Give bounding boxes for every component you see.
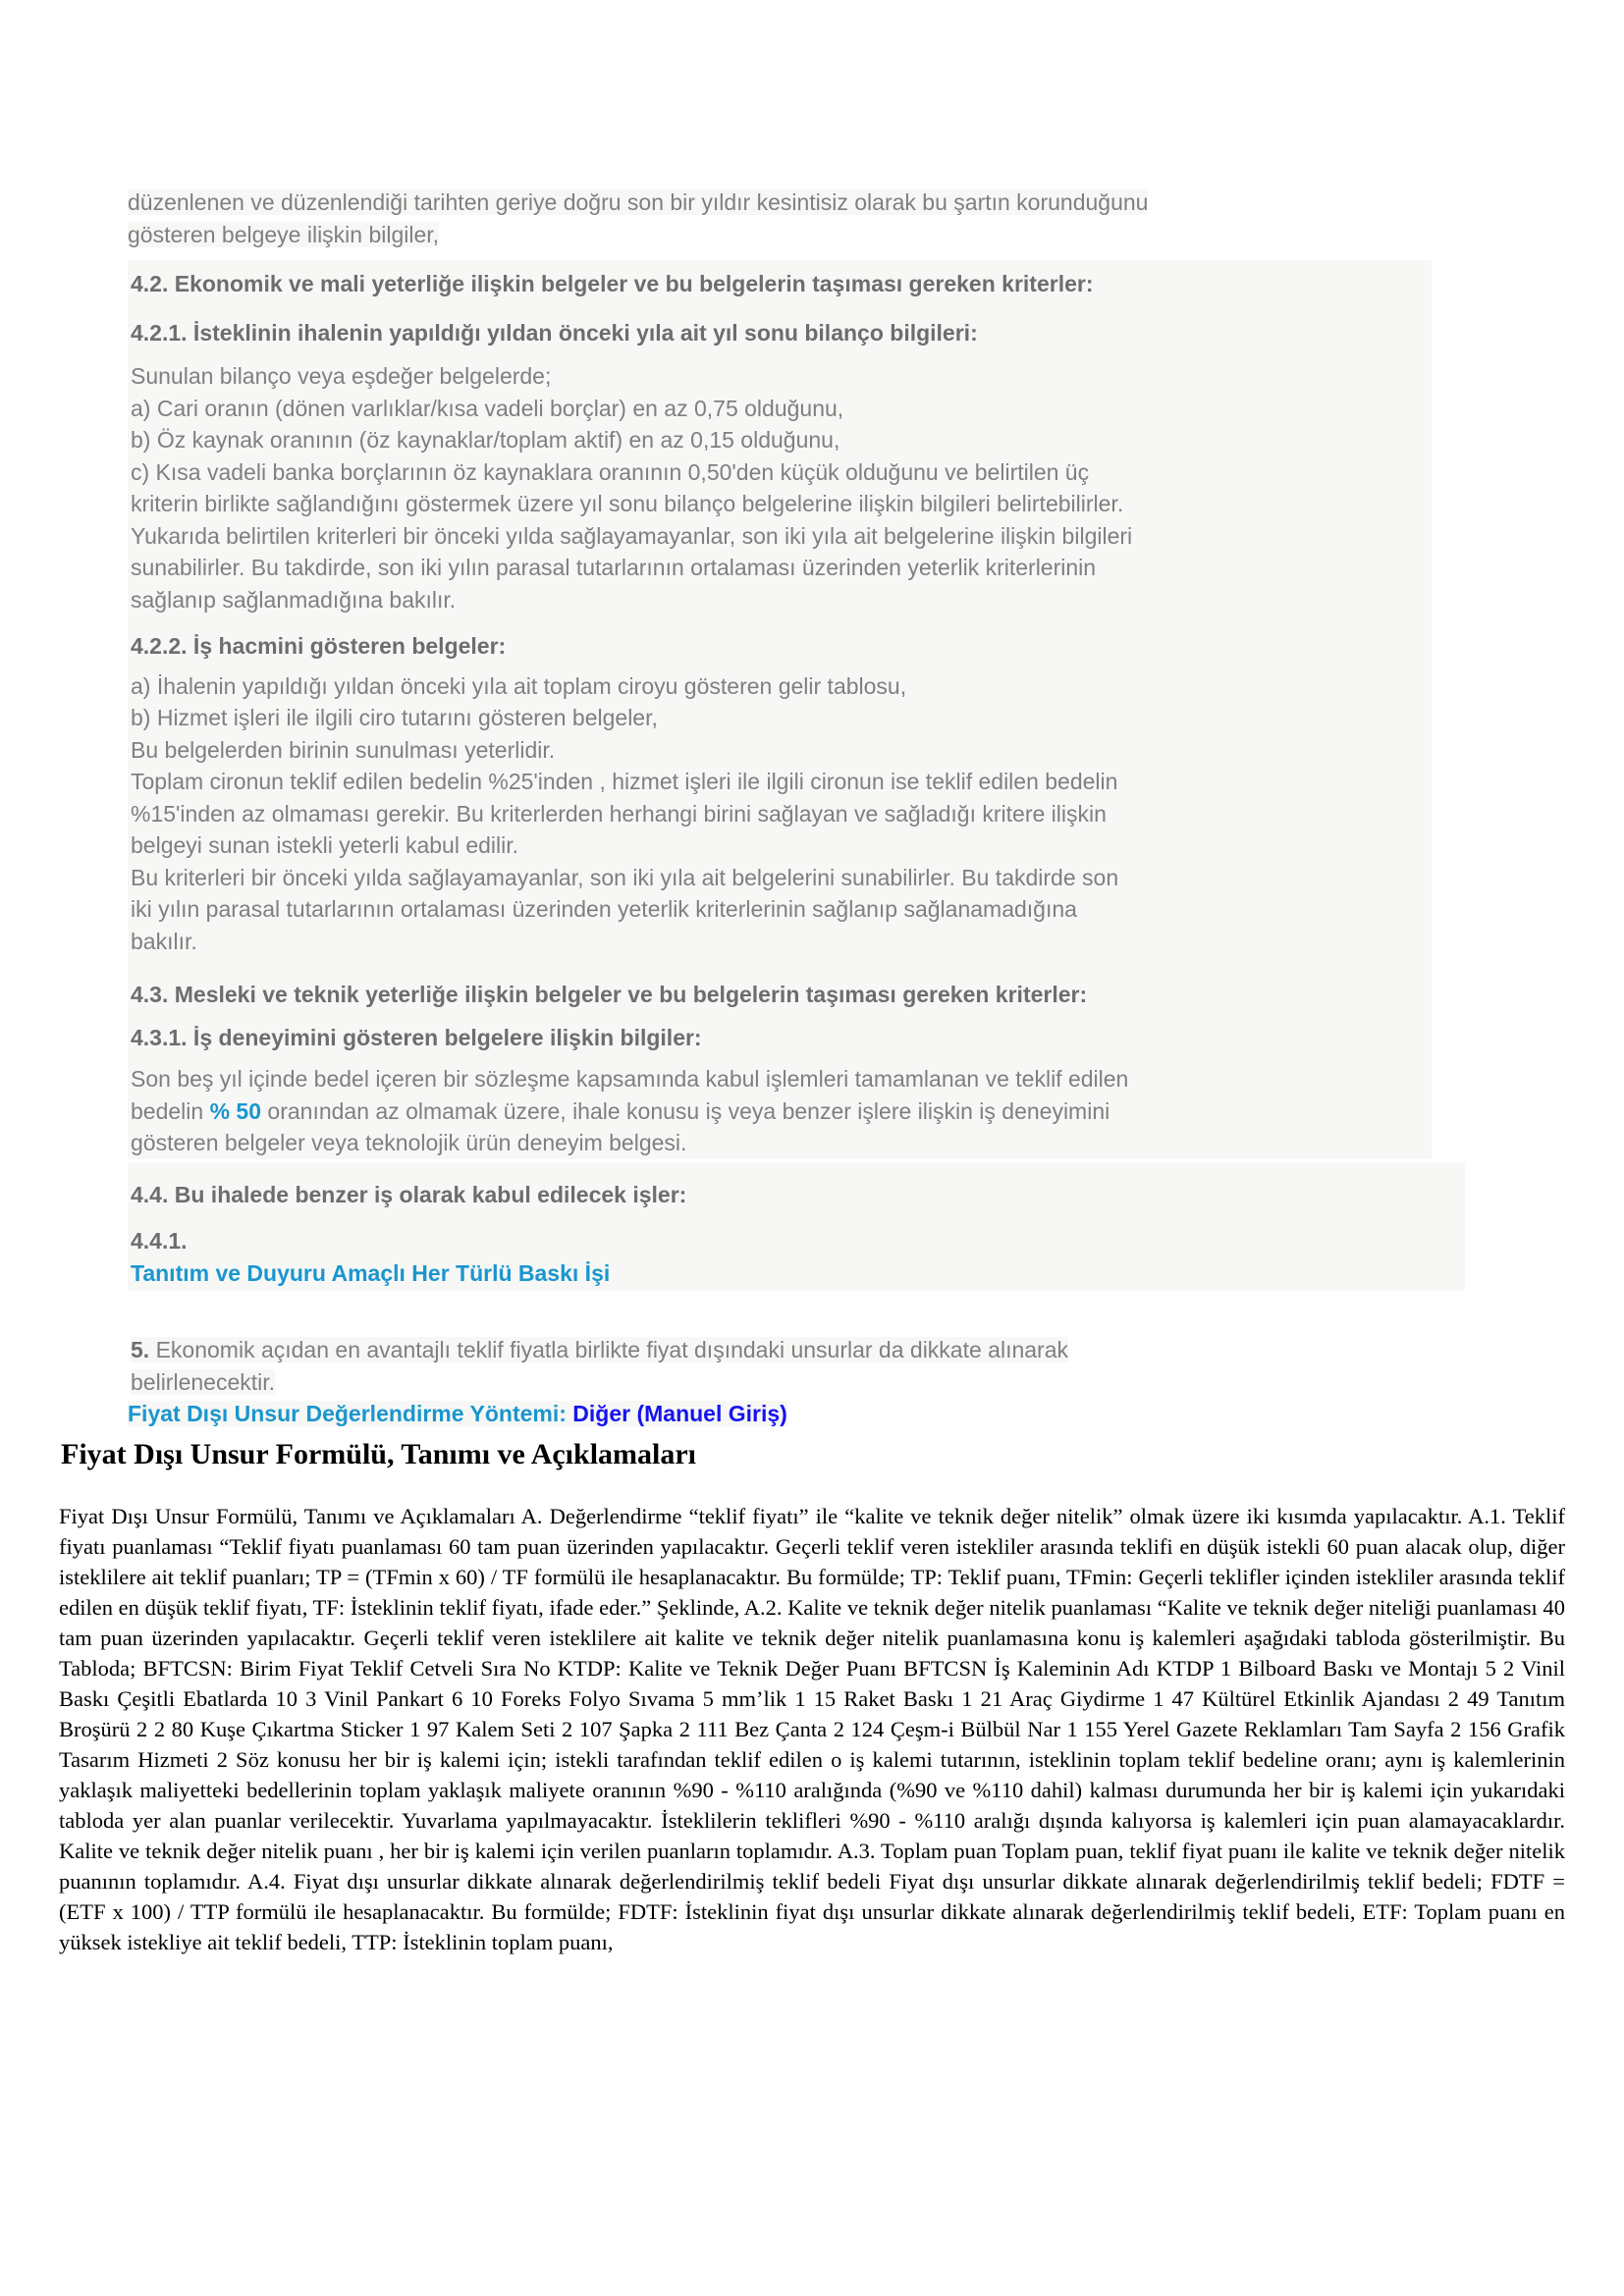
intro-paragraph	[128, 187, 1432, 250]
formula-body-paragraph: Fiyat Dışı Unsur Formülü, Tanımı ve Açıklamaları A. Değerlendirme “teklif fiyatı” ile “kalite ve teknik değer nitelik” olmak üzere iki kısımda yapılacaktır. A.1. Teklif fiyatı puanlaması “Teklif fiyatı puanlaması 60 tam puan üzerinden yapılacaktır. Geçerli teklif veren istekliler arasında teklifi en düşük istekli 60 puan alacak olup, diğer isteklilere ait teklif puanları; TP = (TFmin x 60) / TF formülü ile hesaplanacaktır. Bu formülde; TP: Teklif puanı, TFmin: Geçerli teklifler içinden istekliler arasında teklif edilen en düşük teklif fiyatı, TF: İsteklinin teklif fiyatı, ifade eder.” Şeklinde, A.2. Kalite ve teknik değer nitelik puanlaması “Kalite ve teknik değer niteliği puanlaması 40 tam puan üzerinden yapılacaktır. Geçerli teklif veren isteklilere ait kalite ve teknik değer nitelik puanlamasına konu iş kalemleri aşağıdaki tabloda gösterilmiştir. Bu Tabloda; BFTCSN: Birim Fiyat Teklif Cetveli Sıra No KTDP: Kalite ve Teknik Değer Puanı BFTCSN İş Kaleminin Adı KTDP 1 Bilboard Baskı ve Montajı 5 2 Vinil Baskı Çeşitli Ebatlarda 10 3 Vinil Pankart 6 10 Foreks Folyo Sıvama 5 mm’lik 1 15 Raket Baskı 1 21 Araç Giydirme 1 47 Kültürel Etkinlik Ajandası 2 49 Tanıtım Broşürü 2 2 80 Kuşe Çıkartma Sticker 1 97 Kalem Seti 2 107 Şapka 2 111 Bez Çanta 2 124 Çeşm-i Bülbül Nar 1 155 Yerel Gazete Reklamları Tam Sayfa 2 156 Grafik Tasarım Hizmeti 2 Söz konusu her bir iş kalemi için; istekli tarafından teklif edilen o iş kalemi tutarının, isteklinin toplam teklif bedeline oranı; aynı iş kalemlerinin yaklaşık maliyetteki bedellerinin toplam yaklaşık maliyete oranının %90 - %110 aralığında (%90 ve %110 dahil) kalması durumunda her bir iş kalemi için yukarıdaki tabloda yer alan puanlar verilecektir. Yuvarlama yapılmayacaktır. İsteklilerin teklifleri %90 - %110 aralığı dışında kalıyorsa iş kalemleri için puan alamayacaklardır. Kalite ve teknik değer nitelik puanı , her bir iş kalemi için verilen puanların toplamıdır. A.3. Toplam puan Toplam puan, teklif fiyat puanı ile kalite ve teknik değer nitelik puanının toplamıdır. A.4. Fiyat dışı unsurlar dikkate alınarak değerlendirilmiş teklif bedeli Fiyat dışı unsurlar dikkate alınarak değerlendirilmiş teklif bedeli; FDTF = (ETF x 100) / TTP formülü ile hesaplanacaktır. Bu formülde; FDTF: İsteklinin fiyat dışı unsurlar dikkate alınarak değerlendirilmiş teklif bedeli, ETF: Toplam puanı en yüksek istekliye ait teklif bedeli, TTP: İsteklinin toplam puanı,	[59, 1503, 1565, 1954]
heading-4-2-1: 4.2.1. İsteklinin ihalenin yapıldığı yıldan önceki yıla ait yıl sonu bilanço bilgileri:	[131, 319, 978, 346]
similar-works-value: Tanıtım ve Duyuru Amaçlı Her Türlü Baskı İşi	[131, 1259, 611, 1286]
heading-4-2: 4.2. Ekonomik ve mali yeterliğe ilişkin belgeler ve bu belgelerin taşıması gereken kriterler:	[131, 271, 1094, 296]
article-5-text-wrap	[131, 1337, 1068, 1395]
heading-4-4: 4.4. Bu ihalede benzer iş olarak kabul edilecek işler:	[131, 1181, 687, 1207]
paragraph-4-2-1: Sunulan bilanço veya eşdeğer belgelerde; a) Cari oranın (dönen varlıklar/kısa vadeli borçlar) en az 0,75 olduğunu, b) Öz kaynak oranının (öz kaynaklar/toplam aktif) en az 0,15 olduğunu, c) Kısa vadeli banka borçlarının öz kaynaklara oranının 0,50'den küçük olduğunu ve belirtilen üç kriterin birlikte sağlandığını göstermek üzere yıl sonu bilanço belgelerine ilişkin bilgileri belirtebilirler. Yukarıda belirtilen kriterleri bir önceki yılda sağlayamayanlar, son iki yıla ait belgelerine ilişkin bilgileri sunabilirler. Bu takdirde, son iki yılın parasal tutarlarının ortalaması üzerinden yeterlik kriterlerinin sağlanıp sağlanmadığına bakılır.	[131, 363, 1133, 613]
similar-works-section	[128, 1162, 1465, 1292]
article-5-paragraph	[131, 1334, 1435, 1398]
paragraph-4-3-1	[131, 1063, 1432, 1159]
heading-4-3-1: 4.3.1. İş deneyimini gösteren belgelere ilişkin bilgiler:	[131, 1024, 702, 1050]
non-price-method-value: Diğer (Manuel Giriş)	[572, 1401, 787, 1426]
intro-text: düzenlenen ve düzenlendiği tarihten geriye doğru son bir yıldır kesintisiz olarak bu şartın korunduğunu gösteren belgeye ilişkin bilgiler,	[128, 189, 1149, 247]
article-5-number: 5.	[131, 1337, 150, 1362]
formula-heading: Fiyat Dışı Unsur Formülü, Tanımı ve Açıklamaları	[61, 1437, 697, 1470]
percent-50-value: % 50	[209, 1097, 262, 1124]
non-price-method-wrap	[128, 1401, 787, 1426]
qualification-criteria-section	[128, 260, 1432, 1159]
paragraph-4-2-2: a) İhalenin yapıldığı yıldan önceki yıla ait toplam ciroyu gösteren gelir tablosu, b) Hizmet işleri ile ilgili ciro tutarını gösteren belgeler, Bu belgelerden birinin sunulması yeterlidir. Toplam cironun teklif edilen bedelin %25'inden , hizmet işleri ile ilgili cironun ise teklif edilen bedelin %15'inden az olmaması gerekir. Bu kriterlerden herhangi birini sağlayan ve sağladığı kritere ilişkin belgeyi sunan istekli yeterli kabul edilir. Bu kriterleri bir önceki yılda sağlayamayanlar, son iki yıla ait belgelerini sunabilirler. Bu takdirde son iki yılın parasal tutarlarının ortalaması üzerinden yeterlik kriterlerinin sağlanıp sağlanamadığına bakılır.	[131, 672, 1119, 954]
non-price-method-label: Fiyat Dışı Unsur Değerlendirme Yöntemi:	[128, 1401, 573, 1426]
article-5-text: Ekonomik açıdan en avantajlı teklif fiyatla birlikte fiyat dışındaki unsurlar da dikkate alınarak belirlenecektir.	[131, 1337, 1068, 1395]
non-price-method-line	[128, 1398, 1463, 1430]
heading-4-3: 4.3. Mesleki ve teknik yeterliğe ilişkin belgeler ve bu belgelerin taşıması gereken kriterler:	[131, 982, 1088, 1007]
heading-4-4-1: 4.4.1.	[131, 1228, 188, 1254]
heading-4-2-2: 4.2.2. İş hacmini gösteren belgeler:	[131, 633, 507, 659]
experience-text-pre: Son beş yıl içinde bedel içeren bir sözleşme kapsamında kabul işlemleri tamamlanan ve teklif edilen bedelin	[131, 1066, 1129, 1124]
experience-text-post: oranından az olmamak üzere, ihale konusu iş veya benzer işlere ilişkin iş deneyimini gösteren belgeler veya teknolojik ürün deneyim belgesi.	[131, 1097, 1110, 1155]
